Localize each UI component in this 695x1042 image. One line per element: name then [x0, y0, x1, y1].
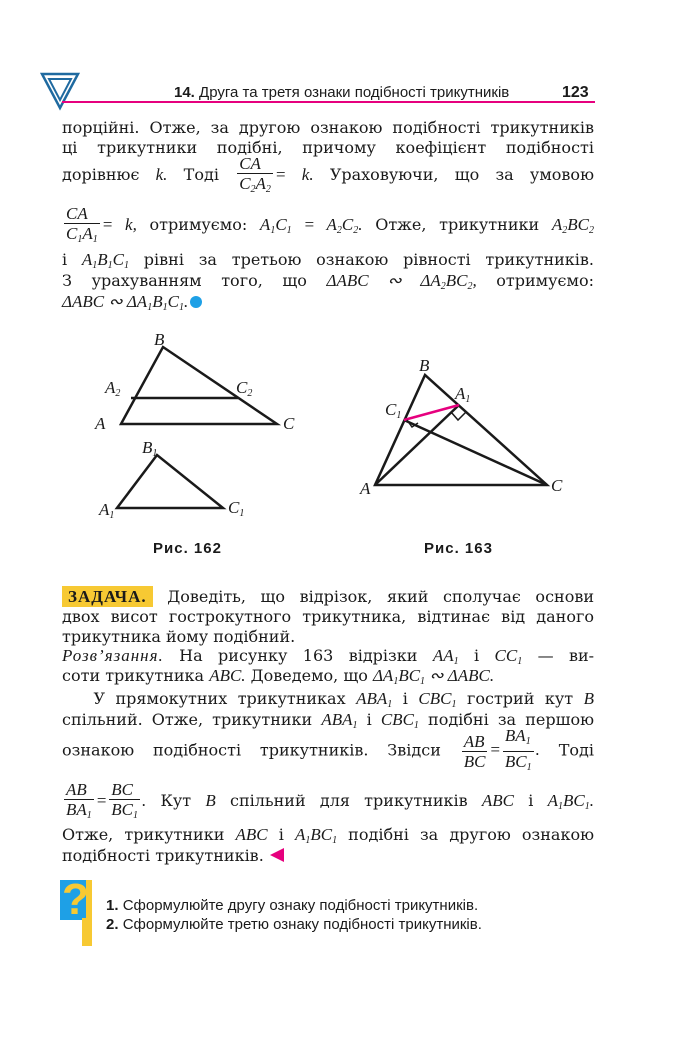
altitude-cc1 — [404, 420, 547, 485]
text-line-formula: $\frac{CA}{C_1A_1}$ = k, отримуємо: $A_1C_1 = A_2C_2$. Отже, трикутники $A_2BC_2$ — [62, 202, 594, 254]
text-line: ці трикутники подібні, причому коефіцієнт подібності — [62, 138, 594, 157]
triangle-logo-icon — [40, 72, 80, 112]
text-line: Розв’язання. На рисунку 163 відрізки $AA_1$ і $CC_1$ — ви- — [62, 646, 595, 667]
label-C2: $C_2$ — [236, 378, 253, 399]
page-header — [174, 84, 509, 101]
fraction: $\frac{CA}{C_2A_2}$ — [239, 153, 271, 195]
triangle-abc — [121, 347, 277, 424]
section-number: 14. — [174, 84, 195, 101]
text-line: соти трикутника ABC. Доведемо, що $\Delta A_1BC_1$ ∾ ΔABC. — [62, 666, 495, 687]
fraction: $\frac{AB}{BC}$ — [463, 732, 486, 771]
text-line: трикутника йому подібний. — [62, 627, 296, 646]
figure-162 — [90, 330, 305, 530]
text-line: ЗАДАЧА. Доведіть, що відрізок, який сполучає основи — [62, 586, 594, 608]
solution-end-triangle-icon — [269, 847, 285, 863]
text-line: і $A_1B_1C_1$ рівні за третьою ознакою рівності трикутників. — [62, 250, 594, 271]
question-mark-icon: ? — [60, 880, 94, 946]
label-B: B — [154, 330, 165, 349]
page-number: 123 — [562, 84, 589, 101]
label-B: B — [419, 356, 430, 375]
label-A1: $A_1$ — [99, 500, 115, 521]
task-label: ЗАДАЧА. — [62, 586, 153, 607]
right-angle-mark — [451, 412, 466, 420]
fraction: $\frac{BA_1}{BC_1}$ — [504, 726, 532, 773]
proof-end-dot-icon — [190, 296, 202, 308]
text-line-formula: дорівнює k. Тоді $\frac{CA}{C_2A_2}$ = k. Ураховуючи, що за умовою — [62, 152, 594, 199]
fraction: $\frac{AB}{BA_1}$ — [66, 779, 92, 821]
text-line-formula: ознакою подібності трикутників. Звідси $\frac{AB}{BC}$ = $\frac{BA_1}{BC_1}$ . Тоді — [62, 726, 594, 777]
section-title: Друга та третя ознаки подібності трикутників — [199, 84, 510, 101]
text-line: спільний. Отже, трикутники $ABA_1$ і $CBC_1$ подібні за першою — [62, 710, 595, 731]
question-item: 1. Сформулюйте другу ознаку подібності трикутників. — [106, 897, 479, 914]
label-A1: $A_1$ — [455, 384, 471, 405]
label-A: A — [95, 414, 106, 433]
label-C1: $C_1$ — [228, 498, 245, 519]
triangle-a1b1c1 — [117, 455, 223, 508]
figure-caption: Рис. 163 — [424, 540, 493, 557]
fraction: $\frac{CA}{C_1A_1}$ — [66, 203, 98, 245]
label-A: A — [360, 479, 371, 498]
text-line: Отже, трикутники ABC і $A_1BC_1$ подібні за другою ознакою — [62, 825, 595, 846]
label-B1: $B_1$ — [142, 438, 158, 459]
text-line: ΔABC ∾ $\Delta A_1B_1C_1$. — [62, 292, 594, 318]
label-C: C — [283, 414, 295, 433]
figure-caption: Рис. 162 — [153, 540, 222, 557]
question-item: 2. Сформулюйте третю ознаку подібності трикутників. — [106, 916, 482, 933]
text-line: З урахуванням того, що ΔABC ∾ $\Delta A_2BC_2$, отримуємо: — [62, 271, 594, 292]
text-line-formula: $\frac{AB}{BA_1}$ = $\frac{BC}{BC_1}$ . Кут B спільний для трикутників ABC і $A_1BC_1$. — [62, 778, 594, 830]
label-A2: $A_2$ — [105, 378, 121, 399]
label-C1: $C_1$ — [385, 400, 402, 421]
fraction: $\frac{BC}{BC_1}$ — [111, 779, 138, 821]
header-rule — [62, 101, 595, 103]
text-line: двох висот гострокутного трикутника, відтинає від даного — [62, 607, 594, 626]
text-line: порційні. Отже, за другою ознакою подібності трикутників — [62, 118, 594, 137]
text-line: подібності трикутників. — [62, 846, 594, 866]
text-line: У прямокутних трикутниках $ABA_1$ і $CBC_1$ гострий кут B — [93, 689, 595, 710]
label-C: C — [551, 476, 563, 495]
figure-163 — [355, 356, 570, 506]
